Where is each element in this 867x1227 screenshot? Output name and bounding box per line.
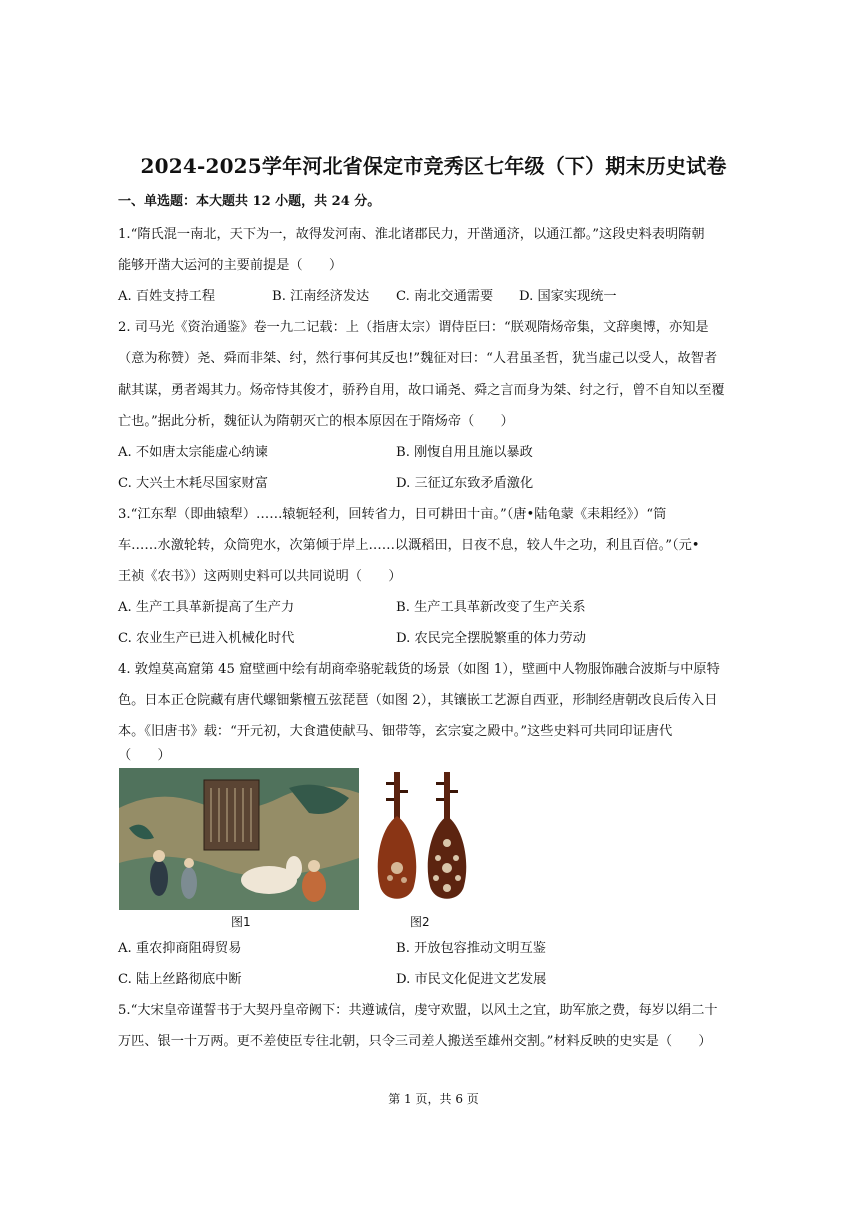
q4-option-d: D. 市民文化促进文艺发展 — [396, 972, 547, 987]
q2-option-b: B. 刚愎自用且施以暴政 — [396, 445, 533, 460]
q1-option-d: D. 国家实现统一 — [519, 289, 617, 304]
q3-option-a: A. 生产工具革新提高了生产力 — [118, 600, 295, 615]
page-title: 2024-2025学年河北省保定市竞秀区七年级（下）期末历史试卷 — [140, 154, 727, 178]
q3-line-2: 车……水激轮转，众筒兜水，次第倾于岸上……以溉稻田，日夜不息，较人牛之功，利且百倍。”（元• — [118, 538, 700, 553]
q2-line-4: 亡也。”据此分析，魏征认为隋朝灭亡的根本原因在于隋炀帝（ ） — [118, 414, 514, 429]
q4-line-3: 本。《旧唐书》载：“开元初，大食遣使献马、钿带等，玄宗宴之殿中。”这些史料可共同印证唐代 — [118, 724, 673, 739]
q2-line-2: （意为称赞）尧、舜而非桀、纣，然行事何其反也!”魏征对曰：“人君虽圣哲，犹当虚己以受人，故智者 — [118, 351, 718, 366]
q3-option-d: D. 农民完全摆脱繁重的体力劳动 — [396, 631, 586, 646]
page-footer: 第 1 页，共 6 页 — [388, 1092, 479, 1106]
q4-line-4: （ ） — [118, 748, 171, 763]
q5-line-2: 万匹、银一十万两。更不差使臣专往北朝，只令三司差人搬送至雄州交割。”材料反映的史实是（ ） — [118, 1034, 712, 1049]
q3-option-c: C. 农业生产已进入机械化时代 — [118, 631, 295, 646]
q2-option-d: D. 三征辽东致矛盾激化 — [396, 476, 534, 491]
q1-option-a: A. 百姓支持工程 — [118, 289, 216, 304]
q4-option-a: A. 重农抑商阻碍贸易 — [118, 941, 242, 956]
q3-option-b: B. 生产工具革新改变了生产关系 — [396, 600, 586, 615]
q4-option-b: B. 开放包容推动文明互鉴 — [396, 941, 546, 956]
q1-option-c: C. 南北交通需要 — [396, 289, 494, 304]
section-heading: 一、单选题：本大题共 12 小题，共 24 分。 — [118, 194, 381, 209]
q1-line-1: 1.“隋氏混一南北，天下为一，故得发河南、淮北诸郡民力，开凿通济，以通江都。”这段史料表明隋朝 — [118, 227, 705, 242]
q3-line-3: 王祯《农书》）这两则史料可以共同说明（ ） — [118, 569, 402, 584]
q5-line-1: 5.“大宋皇帝谨誓书于大契丹皇帝阙下：共遵诚信，虔守欢盟，以风土之宜，助军旅之费，每岁以绢二十 — [118, 1003, 718, 1018]
q4-line-1: 4. 敦煌莫高窟第 45 窟壁画中绘有胡商牵骆驼载货的场景（如图 1），壁画中人物服饰融合波斯与中原特 — [118, 662, 720, 677]
q2-line-3: 献其谋，勇者竭其力。炀帝恃其俊才，骄矜自用，故口诵尧、舜之言而身为桀、纣之行，曾不自知以至覆 — [118, 383, 725, 398]
figure-1-mural-image — [119, 768, 359, 910]
q4-option-c: C. 陆上丝路彻底中断 — [118, 972, 242, 987]
figure-2-pipa-image — [372, 768, 472, 910]
q1-line-2: 能够开凿大运河的主要前提是（ ） — [118, 258, 343, 273]
figure-1-caption: 图1 — [231, 915, 251, 929]
q4-line-2: 色。日本正仓院藏有唐代螺钿紫檀五弦琵琶（如图 2），其镶嵌工艺源自西亚，形制经唐朝改良后传入日 — [118, 693, 718, 708]
figure-2-caption: 图2 — [410, 915, 430, 929]
q1-option-b: B. 江南经济发达 — [272, 289, 370, 304]
q2-option-a: A. 不如唐太宗能虚心纳谏 — [118, 445, 268, 460]
q3-line-1: 3.“江东犁（即曲辕犁）……辕轭轻利，回转省力，日可耕田十亩。”（唐•陆龟蒙《耒耜经》）“筒 — [118, 507, 667, 522]
q2-option-c: C. 大兴土木耗尽国家财富 — [118, 476, 268, 491]
q2-line-1: 2. 司马光《资治通鉴》卷一九二记载：上（指唐太宗）谓侍臣曰：“朕观隋炀帝集，文辞奥博，亦知是 — [118, 320, 709, 335]
